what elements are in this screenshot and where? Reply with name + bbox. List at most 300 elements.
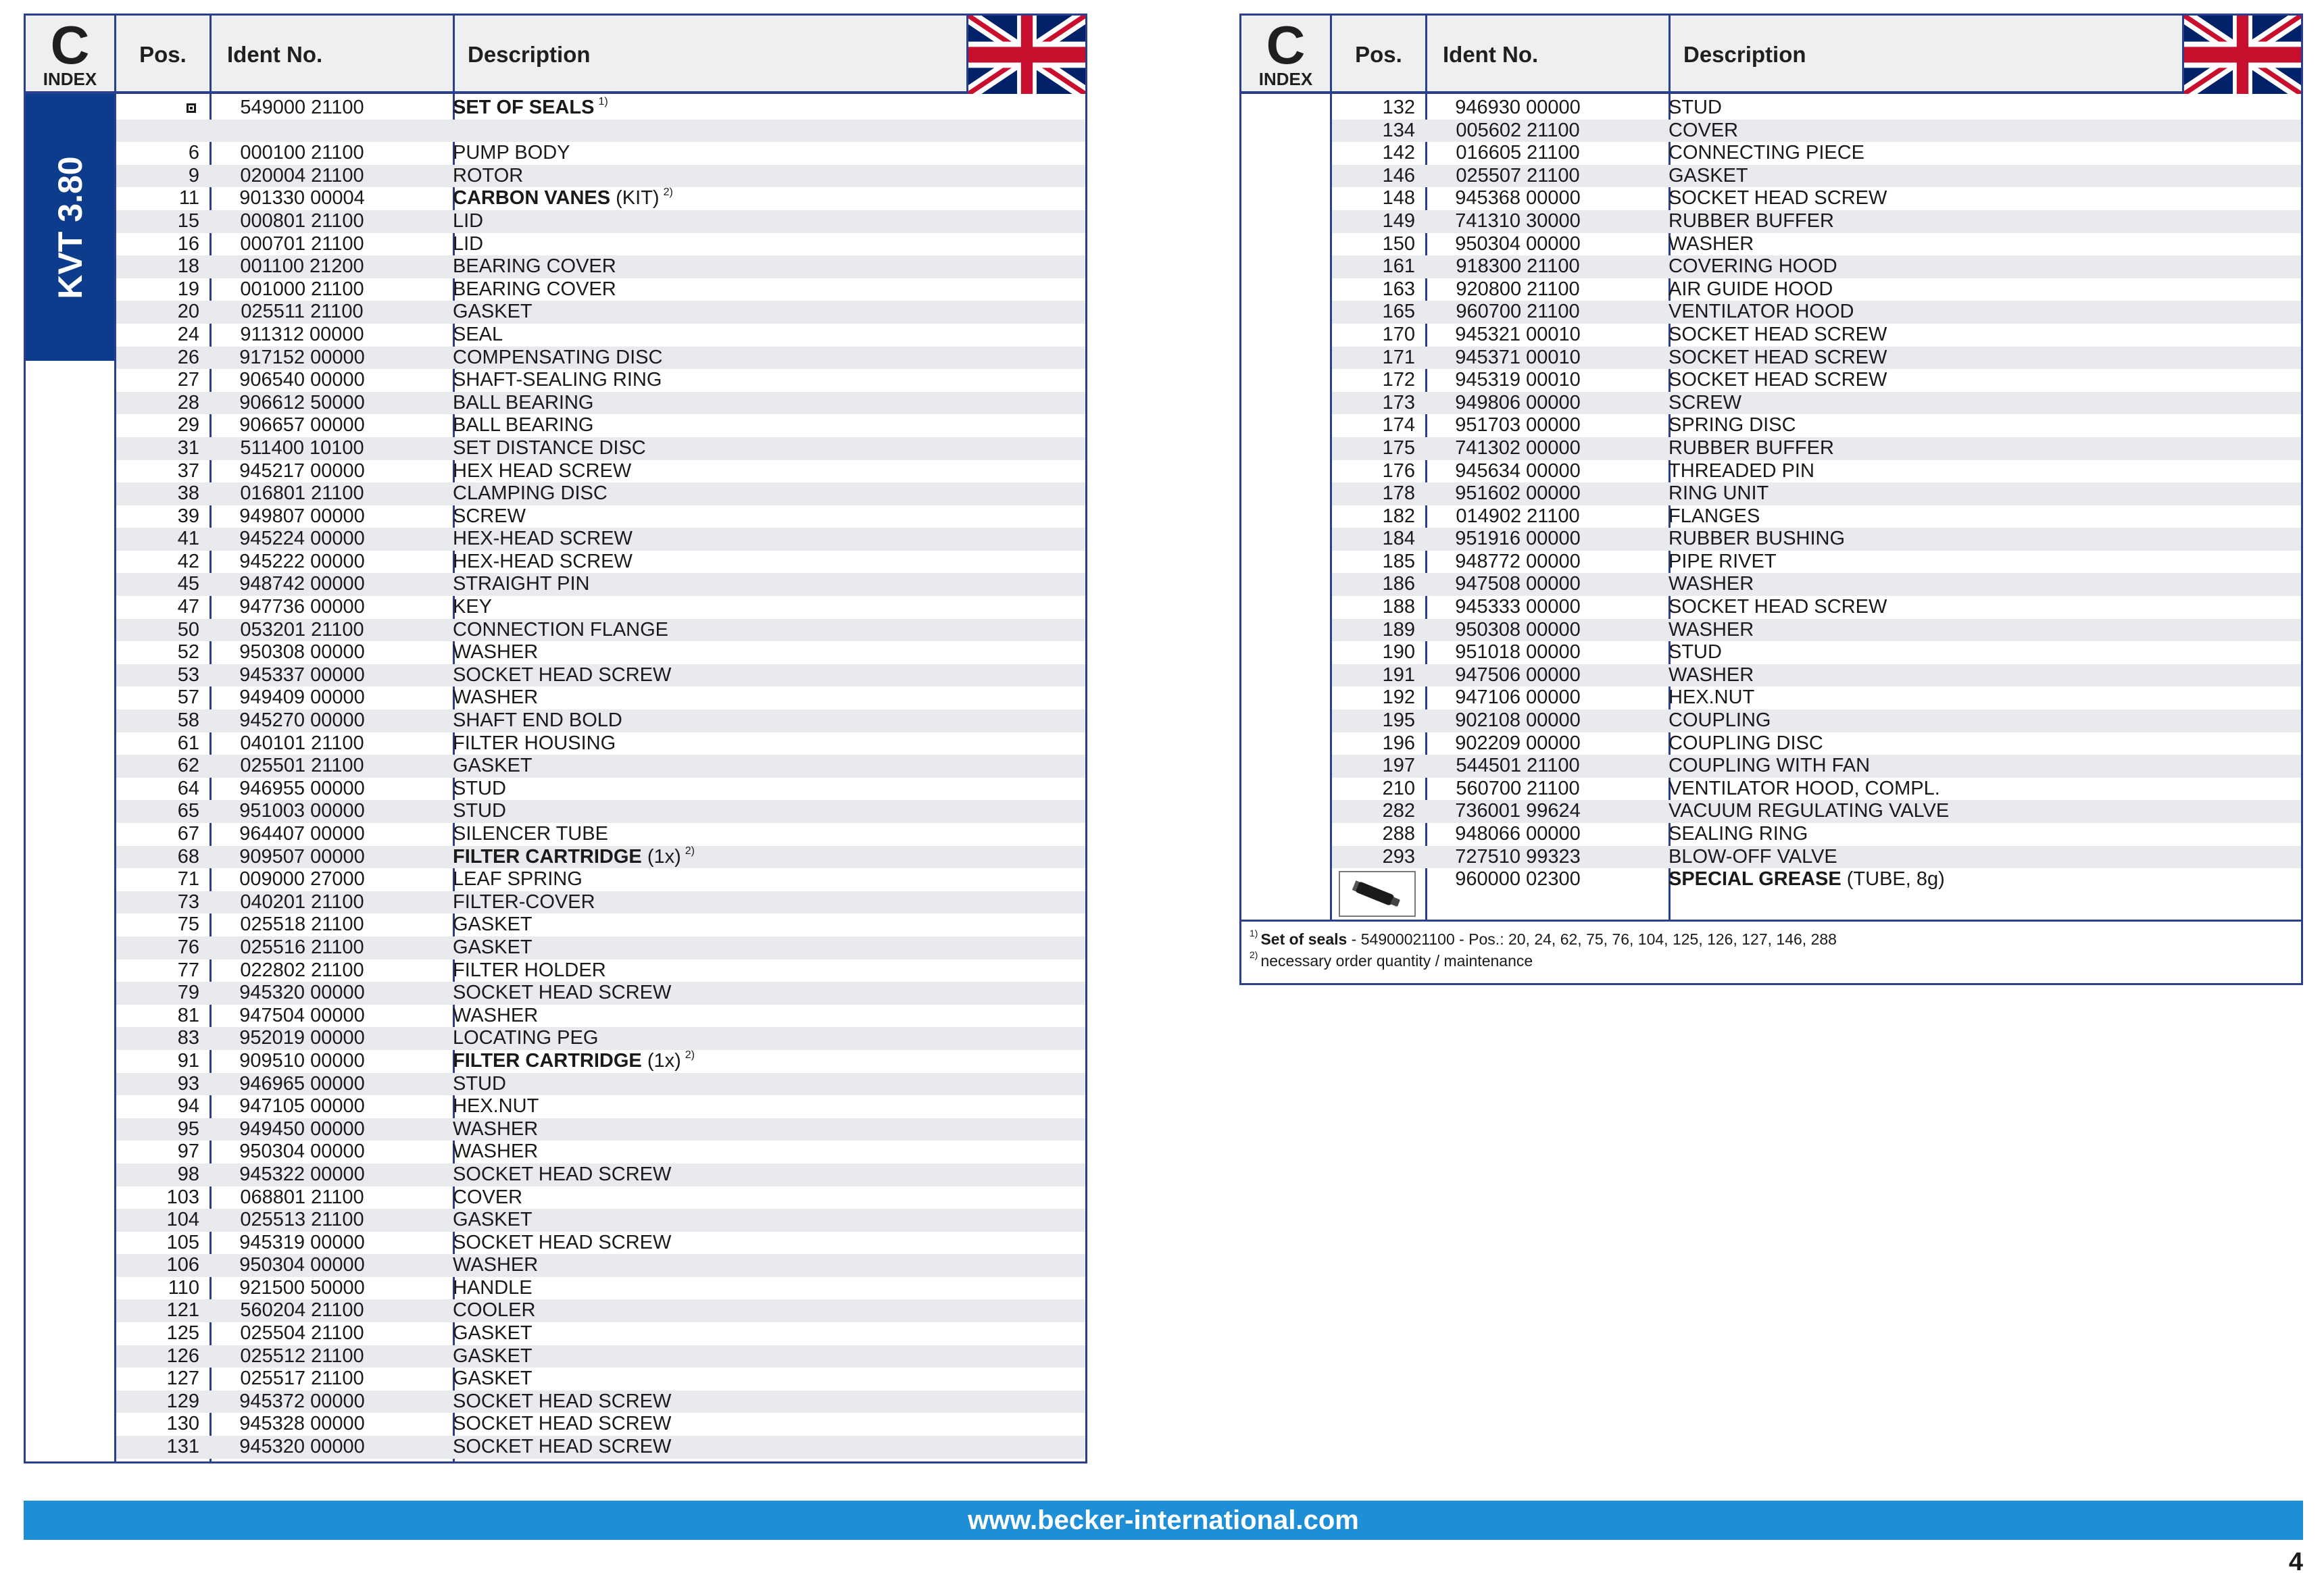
description-text: LID <box>453 209 484 232</box>
description-cell <box>1668 482 1769 505</box>
ident-cell: 901330 00004 <box>239 187 365 209</box>
parts-table-left <box>24 14 1087 1463</box>
pos-cell: 188 <box>1382 596 1415 618</box>
pos-cell: 150 <box>1382 232 1415 255</box>
table-row <box>116 255 1085 278</box>
description-text: STUD <box>453 1072 506 1095</box>
description-cell <box>453 187 673 210</box>
table-row <box>1332 868 2301 920</box>
pos-cell: 195 <box>1382 709 1415 732</box>
description-bold: SET OF SEALS <box>453 97 595 118</box>
description-text: SOCKET HEAD SCREW <box>453 982 672 1004</box>
description-text: HEX-HEAD SCREW <box>453 528 633 550</box>
table-row <box>116 1005 1085 1028</box>
table-row <box>1332 778 2301 801</box>
ident-cell: 014902 21100 <box>1456 505 1580 527</box>
pos-cell: 196 <box>1382 732 1415 754</box>
pos-cell: 132 <box>1382 97 1415 118</box>
ident-cell: 948742 00000 <box>239 573 365 595</box>
ident-cell: 945634 00000 <box>1455 459 1581 482</box>
description-cell <box>1668 301 1854 324</box>
pos-cell: 172 <box>1382 369 1415 391</box>
ident-cell: 909510 00000 <box>239 1049 365 1072</box>
description-cell <box>453 573 590 596</box>
table-row <box>1332 278 2301 301</box>
ident-cell: 001000 21100 <box>240 278 364 300</box>
table-row <box>1332 846 2301 869</box>
table-row <box>116 1095 1085 1118</box>
pos-cell: 64 <box>177 777 199 799</box>
description-cell <box>453 1254 538 1277</box>
pos-cell: 288 <box>1382 823 1415 845</box>
pos-cell: 131 <box>166 1436 199 1458</box>
table-header <box>26 16 1085 94</box>
table-row <box>116 1232 1085 1255</box>
pos-cell: 77 <box>177 959 199 981</box>
description-text: WASHER <box>1668 618 1754 641</box>
seal-set-icon <box>187 103 196 113</box>
description-text: SET DISTANCE DISC <box>453 436 646 459</box>
pos-cell: 42 <box>177 550 199 572</box>
pos-cell: 31 <box>177 436 199 459</box>
description-text: PIPE RIVET <box>1668 550 1777 572</box>
description-text: STUD <box>453 800 506 822</box>
description-text: SHAFT END BOLD <box>453 709 622 732</box>
ident-cell: 945333 00000 <box>1455 596 1581 618</box>
pos-cell: 81 <box>177 1004 199 1026</box>
ident-cell: 949806 00000 <box>1455 391 1581 414</box>
index-label: INDEX <box>1258 69 1313 89</box>
description-text: STUD <box>1668 641 1722 664</box>
ident-cell: 949409 00000 <box>239 686 365 709</box>
pos-cell: 106 <box>166 1254 199 1276</box>
description-cell <box>1668 97 1722 120</box>
description-cell <box>453 709 622 732</box>
description-text: THREADED PIN <box>1668 459 1814 482</box>
table-row <box>116 1254 1085 1277</box>
model-label: KVT 3.80 <box>51 155 89 299</box>
description-cell <box>1668 846 1837 869</box>
column-header-description: Description <box>1683 42 1806 67</box>
table-row <box>1332 233 2301 256</box>
description-cell <box>453 528 633 551</box>
table-row <box>116 551 1085 574</box>
table-row <box>1332 97 2301 120</box>
table-row <box>116 800 1085 823</box>
description-bold: FILTER CARTRIDGE <box>453 845 642 868</box>
description-text: BEARING COVER <box>453 255 616 278</box>
ident-cell: 053201 21100 <box>240 618 364 641</box>
ident-cell: 906657 00000 <box>239 414 365 436</box>
description-cell <box>1668 755 1870 778</box>
description-text: SEALING RING <box>1668 823 1808 845</box>
pos-cell: 39 <box>177 505 199 527</box>
table-row <box>1332 664 2301 687</box>
description-text: HEX.NUT <box>453 1095 539 1118</box>
description-cell <box>1668 165 1748 188</box>
pos-cell: 16 <box>177 232 199 255</box>
description-text: SOCKET HEAD SCREW <box>453 1436 672 1458</box>
description-text: (1x) <box>641 845 681 868</box>
ident-cell: 960000 02300 <box>1455 868 1581 891</box>
description-cell <box>1668 505 1760 528</box>
ident-cell: 040101 21100 <box>240 732 364 754</box>
description-cell <box>453 982 671 1005</box>
description-cell <box>1668 392 1741 415</box>
ident-cell: 960700 21100 <box>1456 301 1580 323</box>
description-cell <box>453 1322 533 1345</box>
table-row <box>1332 187 2301 210</box>
pos-cell: 67 <box>177 823 199 845</box>
description-cell <box>453 1413 671 1436</box>
description-bold: CARBON VANES <box>453 187 611 209</box>
ident-cell: 946965 00000 <box>239 1072 365 1095</box>
description-text: CONNECTION FLANGE <box>453 618 669 641</box>
column-header-pos: Pos. <box>139 42 187 67</box>
table-row <box>116 1436 1085 1459</box>
pos-cell: 71 <box>177 868 199 891</box>
pos-cell: 192 <box>1382 686 1415 709</box>
pos-cell: 62 <box>177 755 199 777</box>
parts-table-right <box>1239 14 2303 985</box>
table-row <box>116 1163 1085 1186</box>
table-row <box>1332 823 2301 846</box>
description-cell <box>453 664 671 687</box>
table-row <box>1332 573 2301 596</box>
table-row <box>116 846 1085 869</box>
description-text: SOCKET HEAD SCREW <box>1668 369 1887 391</box>
table-header <box>1241 16 2301 94</box>
description-text: GASKET <box>453 1322 533 1345</box>
ident-cell: 945222 00000 <box>239 550 365 572</box>
description-cell <box>453 913 533 936</box>
table-row <box>1332 528 2301 551</box>
description-cell <box>453 1345 533 1368</box>
pos-cell: 9 <box>188 164 199 186</box>
grease-tube-icon <box>1339 871 1416 917</box>
table-row <box>116 1073 1085 1096</box>
description-text: KEY <box>453 596 493 618</box>
description-cell <box>453 1209 533 1232</box>
pos-cell: 15 <box>177 209 199 232</box>
page-number: 4 <box>2288 1548 2303 1576</box>
ident-cell: 025501 21100 <box>240 755 364 777</box>
ident-cell: 025516 21100 <box>240 936 364 958</box>
table-row <box>1332 301 2301 324</box>
description-text: SOCKET HEAD SCREW <box>453 664 672 686</box>
footnote-ref: 1) <box>598 96 608 107</box>
description-cell <box>453 800 506 823</box>
description-cell <box>1668 347 1887 370</box>
ident-cell: 945319 00010 <box>1455 369 1581 391</box>
pos-cell: 189 <box>1382 618 1415 641</box>
website-link[interactable]: www.becker-international.com <box>968 1505 1359 1535</box>
description-cell <box>453 868 583 891</box>
pos-cell: 178 <box>1382 482 1415 505</box>
description-cell <box>453 233 483 256</box>
ident-cell: 947106 00000 <box>1455 686 1581 709</box>
description-text: LEAF SPRING <box>453 868 583 891</box>
table-row <box>116 1277 1085 1300</box>
description-text: GASKET <box>453 936 533 958</box>
ident-cell: 951703 00000 <box>1455 414 1581 436</box>
table-row <box>116 1186 1085 1209</box>
pos-cell: 97 <box>177 1141 199 1163</box>
description-text: SOCKET HEAD SCREW <box>1668 346 1887 368</box>
ident-cell: 016801 21100 <box>240 482 364 505</box>
table-row <box>116 755 1085 778</box>
table-row <box>1332 505 2301 528</box>
description-cell <box>1668 369 1887 392</box>
description-text: COOLER <box>453 1299 536 1322</box>
table-row <box>1332 210 2301 233</box>
description-cell <box>1668 233 1754 256</box>
description-text: CONNECTING PIECE <box>1668 142 1865 164</box>
pos-cell: 18 <box>177 255 199 278</box>
description-cell <box>453 414 593 437</box>
pos-cell: 110 <box>168 1276 199 1299</box>
description-cell <box>1668 686 1754 709</box>
description-cell <box>1668 868 1945 891</box>
pos-cell: 105 <box>166 1231 199 1253</box>
ident-cell: 945217 00000 <box>239 459 365 482</box>
parts-list-left <box>116 97 1085 1459</box>
description-cell <box>1668 120 1738 143</box>
side-column <box>26 94 116 1461</box>
column-header-ident: Ident No. <box>227 42 323 67</box>
table-row <box>116 278 1085 301</box>
ident-cell: 945322 00000 <box>239 1163 365 1185</box>
description-text: STRAIGHT PIN <box>453 573 590 595</box>
ident-cell: 947506 00000 <box>1455 664 1581 686</box>
pos-cell: 58 <box>177 709 199 732</box>
description-text: RUBBER BUFFER <box>1668 436 1834 459</box>
ident-cell: 945328 00000 <box>239 1413 365 1435</box>
footnote-2-mark: 2) <box>1250 949 1258 960</box>
description-cell <box>453 778 506 801</box>
description-text: FILTER HOUSING <box>453 732 616 754</box>
footnotes <box>1241 920 2301 983</box>
description-cell <box>453 1436 671 1459</box>
pos-cell: 282 <box>1382 800 1415 822</box>
table-row <box>116 1322 1085 1345</box>
table-row <box>116 187 1085 210</box>
description-text: VENTILATOR HOOD <box>1668 301 1854 323</box>
pos-cell: 45 <box>177 573 199 595</box>
description-cell <box>1668 278 1833 301</box>
description-cell <box>453 255 616 278</box>
description-text: HEX-HEAD SCREW <box>453 550 633 572</box>
description-cell <box>453 324 503 347</box>
ident-cell: 945372 00000 <box>239 1390 365 1412</box>
table-row <box>116 324 1085 347</box>
table-row <box>116 437 1085 460</box>
table-row <box>116 165 1085 188</box>
pos-cell: 146 <box>1382 164 1415 186</box>
description-cell <box>453 392 593 415</box>
description-text: VENTILATOR HOOD, COMPL. <box>1668 777 1940 799</box>
description-text: WASHER <box>1668 232 1754 255</box>
pos-cell: 65 <box>177 800 199 822</box>
footnote-2 <box>1250 950 2301 972</box>
pos-cell: 38 <box>177 482 199 505</box>
pos-cell: 148 <box>1382 187 1415 209</box>
table-row <box>116 868 1085 891</box>
description-cell <box>1668 437 1834 460</box>
table-row <box>1332 460 2301 483</box>
pos-cell: 185 <box>1382 550 1415 572</box>
table-row <box>116 619 1085 642</box>
table-row <box>1332 755 2301 778</box>
table-row <box>116 1209 1085 1232</box>
description-cell <box>453 959 606 982</box>
description-text: WASHER <box>453 1254 539 1276</box>
table-row <box>116 392 1085 415</box>
table-row <box>116 1050 1085 1073</box>
description-cell <box>1668 460 1814 483</box>
pos-cell: 26 <box>177 346 199 368</box>
pos-cell: 37 <box>177 459 199 482</box>
pos-cell: 20 <box>177 301 199 323</box>
ident-cell: 025518 21100 <box>240 913 364 936</box>
table-row <box>116 460 1085 483</box>
pos-cell: 125 <box>166 1322 199 1345</box>
index-letter: C <box>1266 15 1306 75</box>
description-cell <box>1668 596 1887 619</box>
pos-cell: 176 <box>1382 459 1415 482</box>
pos-cell: 11 <box>178 187 199 209</box>
description-cell <box>1668 414 1796 437</box>
table-row <box>1332 800 2301 823</box>
description-cell <box>453 1186 522 1209</box>
description-text: BEARING COVER <box>453 278 616 300</box>
ident-cell: 511400 10100 <box>240 436 364 459</box>
ident-cell: 947105 00000 <box>239 1095 365 1118</box>
ident-cell: 906540 00000 <box>239 369 365 391</box>
description-cell <box>453 619 668 642</box>
pos-cell: 210 <box>1382 777 1415 799</box>
description-text: BALL BEARING <box>453 414 594 436</box>
table-row <box>116 664 1085 687</box>
description-cell <box>1668 800 1949 823</box>
pos-cell: 293 <box>1382 845 1415 868</box>
description-cell <box>453 1118 538 1141</box>
description-text: SCREW <box>1668 391 1741 414</box>
ident-cell: 741310 30000 <box>1455 209 1581 232</box>
pos-cell: 121 <box>166 1299 199 1322</box>
description-cell <box>453 1232 671 1255</box>
pos-cell: 95 <box>177 1118 199 1140</box>
description-cell <box>453 210 483 233</box>
pos-cell: 47 <box>177 596 199 618</box>
model-band <box>26 94 114 361</box>
pos-cell: 28 <box>177 391 199 414</box>
ident-cell: 000801 21100 <box>240 209 364 232</box>
footnote-1 <box>1250 928 2301 950</box>
description-cell <box>1668 641 1722 664</box>
description-text: PUMP BODY <box>453 142 570 164</box>
table-row <box>116 778 1085 801</box>
pos-cell: 83 <box>177 1027 199 1049</box>
description-cell <box>1668 210 1834 233</box>
description-cell <box>453 369 662 392</box>
description-text: GASKET <box>1668 164 1748 186</box>
ident-cell: 945321 00010 <box>1455 323 1581 345</box>
description-text: SOCKET HEAD SCREW <box>1668 187 1887 209</box>
description-text: VACUUM REGULATING VALVE <box>1668 800 1950 822</box>
ident-cell: 945337 00000 <box>239 664 365 686</box>
ident-cell: 920800 21100 <box>1456 278 1580 300</box>
pos-cell: 24 <box>177 323 199 345</box>
footnote-1-mark: 1) <box>1250 928 1258 938</box>
description-cell <box>453 460 631 483</box>
table-row <box>1332 165 2301 188</box>
table-row <box>1332 551 2301 574</box>
ident-cell: 022802 21100 <box>240 959 364 981</box>
pos-cell: 184 <box>1382 528 1415 550</box>
ident-cell: 951003 00000 <box>239 800 365 822</box>
ident-cell: 950304 00000 <box>1455 232 1581 255</box>
ident-cell: 964407 00000 <box>239 823 365 845</box>
pos-cell: 73 <box>177 891 199 913</box>
pos-cell: 191 <box>1382 664 1415 686</box>
description-cell <box>453 278 616 301</box>
ident-cell: 950304 00000 <box>239 1254 365 1276</box>
description-text: GASKET <box>453 1368 533 1390</box>
description-cell <box>1668 324 1887 347</box>
description-text: HEX.NUT <box>1668 686 1755 709</box>
ident-cell: 947504 00000 <box>239 1004 365 1026</box>
table-row <box>116 573 1085 596</box>
pos-cell: 186 <box>1382 573 1415 595</box>
pos-cell: 190 <box>1382 641 1415 664</box>
footnote-2-text: necessary order quantity / maintenance <box>1260 952 1533 970</box>
ident-cell: 025511 21100 <box>241 301 364 323</box>
description-text: GASKET <box>453 1209 533 1231</box>
table-row <box>116 505 1085 528</box>
pos-cell: 27 <box>177 369 199 391</box>
description-text: RING UNIT <box>1668 482 1769 505</box>
description-text: (TUBE, 8g) <box>1841 868 1945 891</box>
ident-cell: 948066 00000 <box>1455 823 1581 845</box>
description-cell <box>453 482 608 505</box>
ident-cell: 025517 21100 <box>240 1368 364 1390</box>
ident-cell: 917152 00000 <box>239 346 365 368</box>
description-text: STUD <box>1668 97 1722 118</box>
description-cell <box>453 936 533 959</box>
pos-cell: 52 <box>177 641 199 664</box>
description-cell <box>1668 823 1808 846</box>
table-row <box>116 982 1085 1005</box>
pos-cell: 50 <box>177 618 199 641</box>
description-text: SOCKET HEAD SCREW <box>1668 323 1887 345</box>
description-cell <box>453 686 538 709</box>
description-cell <box>1668 709 1771 732</box>
ident-cell: 945320 00000 <box>239 1436 365 1458</box>
pos-cell: 94 <box>177 1095 199 1118</box>
ident-cell: 950304 00000 <box>239 1141 365 1163</box>
description-cell <box>453 437 646 460</box>
description-cell <box>453 1163 671 1186</box>
description-text: FILTER-COVER <box>453 891 595 913</box>
table-row <box>116 936 1085 959</box>
description-cell <box>1668 142 1864 165</box>
ident-cell: 946955 00000 <box>239 777 365 799</box>
column-header-description: Description <box>468 42 591 67</box>
description-cell <box>453 1277 533 1300</box>
pos-cell: 127 <box>166 1368 199 1390</box>
description-text: RUBBER BUFFER <box>1668 209 1834 232</box>
